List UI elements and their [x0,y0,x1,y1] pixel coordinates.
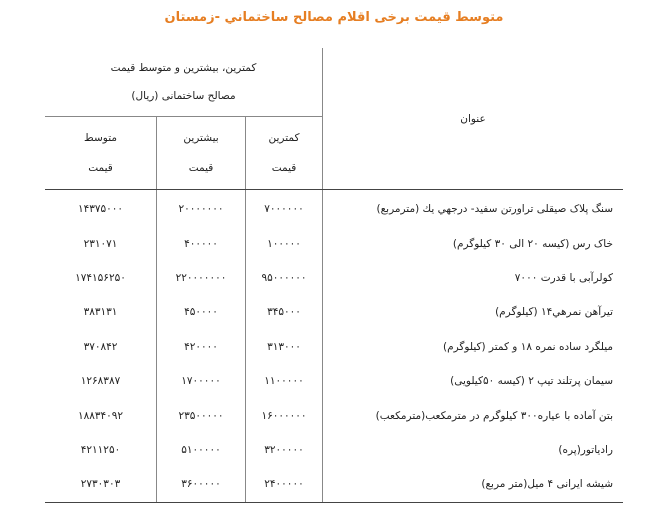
max-price-header [157,117,246,190]
avg-price-header-line1: متوسط [84,132,117,144]
max-price-cell: ۴۲۰۰۰۰ [157,330,246,364]
table-row [45,364,623,398]
table-row [45,467,623,502]
max-price-cell: ۴۰۰۰۰۰ [157,226,246,260]
table-row [45,330,623,364]
price-group-header-line1: کمترین، بیشترین و متوسط قیمت [110,62,257,74]
avg-price-cell: ۱۴۳۷۵۰۰۰ [77,203,124,216]
item-name: شیشه ایرانی ۴ میل(متر مربع) [323,467,624,502]
max-price-cell: ۲۲۰۰۰۰۰۰۰ [157,261,246,295]
max-price-cell: ۲۰۰۰۰۰۰۰ [157,190,246,227]
max-price-cell: ۵۱۰۰۰۰۰ [157,433,246,467]
avg-price-cell: ۲۳۱۰۷۱ [83,237,118,250]
min-price-header [246,117,323,190]
max-price-cell: ۳۶۰۰۰۰۰ [157,467,246,502]
price-group-header [45,48,323,117]
item-name: خاک رس (کیسه ۲۰ الی ۳۰ کیلوگرم) [323,226,624,260]
min-price-header-line1: کمترین [268,132,300,144]
min-price-cell: ۱۱۰۰۰۰۰ [246,364,323,398]
avg-price-cell: ۱۲۶۸۳۸۷ [80,375,121,388]
title-column-header: عنوان [323,48,624,190]
max-price-header-line1: بیشترین [183,132,219,144]
avg-price-cell: ۳۷۰۸۴۲ [83,340,118,353]
avg-price-cell: ۴۲۱۱۲۵۰ [80,443,121,456]
table-row [45,261,623,295]
price-group-header-line2: مصالح ساختمانی (ریال) [131,90,236,102]
item-name: میلگرد ساده نمره ۱۸ و کمتر (کیلوگرم) [323,330,624,364]
max-price-cell: ۱۷۰۰۰۰۰ [157,364,246,398]
min-price-cell: ۱۶۰۰۰۰۰۰ [246,398,323,432]
avg-price-cell: ۱۸۸۳۴۰۹۲ [77,409,124,422]
min-price-cell: ۷۰۰۰۰۰۰ [246,190,323,227]
table-row [45,433,623,467]
avg-price-cell: ۱۷۴۱۵۶۲۵۰ [75,271,126,284]
min-price-cell: ۲۴۰۰۰۰۰ [246,467,323,502]
avg-price-cell: ۲۷۳۰۳۰۳ [45,467,157,502]
item-name: سنگ پلاک صیقلی تراورتن سفید- درجهي یك (مترمربع) [323,190,624,227]
max-price-header-line2: قیمت [188,162,214,174]
max-price-cell: ۲۳۵۰۰۰۰۰ [157,398,246,432]
price-table [45,48,623,503]
item-name: رادیاتور(پره) [323,433,624,467]
min-price-cell: ۳۲۰۰۰۰۰ [246,433,323,467]
table-row [45,398,623,432]
max-price-cell: ۴۵۰۰۰۰ [157,295,246,329]
table-row [45,295,623,329]
avg-price-header-line2: قیمت [88,162,113,174]
min-price-cell: ۳۴۵۰۰۰ [246,295,323,329]
table-row [45,226,623,260]
avg-price-cell: ۳۸۳۱۳۱ [83,306,118,319]
avg-price-header [45,117,157,190]
item-name: کولرآبی با قدرت ۷۰۰۰ [323,261,624,295]
table-row [45,190,623,227]
item-name: تیرآهن نمرهي۱۴ (کیلوگرم) [323,295,624,329]
item-name: بتن آماده با عیاره۳۰۰ کیلوگرم در مترمکعب(مترمکعب) [323,398,624,432]
min-price-cell: ۳۱۳۰۰۰ [246,330,323,364]
item-name: سیمان پرتلند تیپ ۲ (کیسه ۵۰کیلویی) [323,364,624,398]
min-price-header-line2: قیمت [271,162,297,174]
min-price-cell: ۱۰۰۰۰۰ [246,226,323,260]
page-title: متوسط قیمت برخی اقلام مصالح ساختماني -زمستان [164,10,504,25]
min-price-cell: ۹۵۰۰۰۰۰۰ [246,261,323,295]
